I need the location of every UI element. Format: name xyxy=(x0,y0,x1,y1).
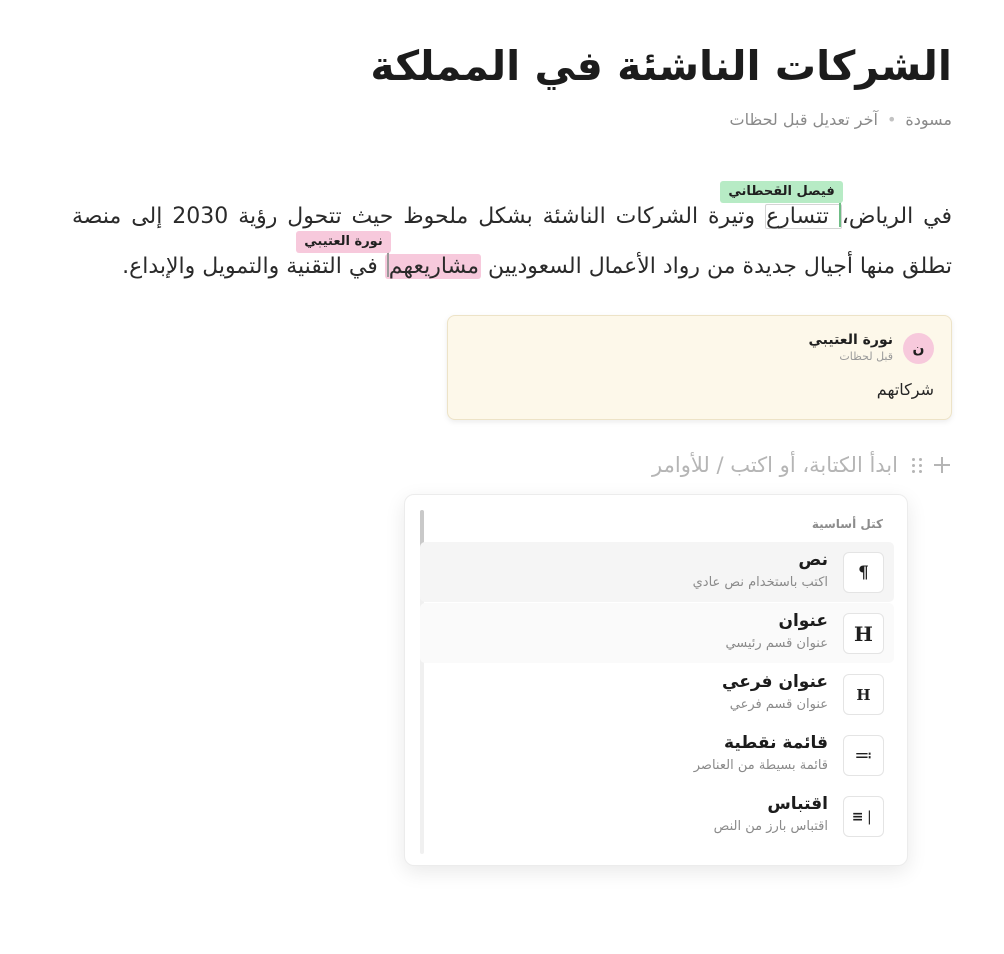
status-badge: مسودة xyxy=(905,110,952,129)
highlighted-text: مشاريعهم xyxy=(388,254,479,279)
paragraph-icon: ¶ xyxy=(843,552,884,593)
menu-item-bullet-list[interactable] xyxy=(420,725,894,785)
heading-icon: H xyxy=(843,613,884,654)
cursor-label-green: فيصل القحطاني xyxy=(720,181,842,203)
menu-item-description: اكتب باستخدام نص عادي xyxy=(692,575,828,590)
paragraph-text: تتسارع xyxy=(765,204,839,229)
block-placeholder[interactable]: ابدأ الكتابة، أو اكتب / للأوامر xyxy=(652,453,898,477)
paragraph-text: في الرياض، xyxy=(841,204,953,229)
comment-card[interactable] xyxy=(447,315,952,420)
remote-cursor-pink xyxy=(304,234,389,277)
menu-item-subheading[interactable] xyxy=(420,664,894,724)
remote-selection xyxy=(728,184,842,229)
comment-body: شركاتهم xyxy=(876,380,934,399)
paragraph-block[interactable] xyxy=(72,184,953,292)
cursor-label-pink: نورة العتيبي xyxy=(296,231,390,253)
subheading-icon: H xyxy=(843,674,884,715)
menu-item-description: اقتباس بارز من النص xyxy=(713,819,828,834)
paragraph-text: في التقنية والتمويل والإبداع. xyxy=(122,254,385,279)
page-title[interactable]: الشركات الناشئة في المملكة xyxy=(370,42,952,90)
menu-item-description: عنوان قسم فرعي xyxy=(729,697,828,712)
menu-item-description: قائمة بسيطة من العناصر xyxy=(693,758,828,773)
quote-icon: ❘≡ xyxy=(843,796,884,837)
comment-author: نورة العتيبي xyxy=(808,332,893,348)
bullet-list-icon: ≔ xyxy=(843,735,884,776)
menu-item-heading[interactable] xyxy=(420,603,894,663)
avatar: ن xyxy=(903,333,934,364)
plus-icon[interactable] xyxy=(934,457,950,473)
last-edited-text: آخر تعديل قبل لحظات xyxy=(729,110,878,129)
comment-time: قبل لحظات xyxy=(839,350,893,363)
comment-highlight[interactable] xyxy=(304,234,481,279)
doc-meta xyxy=(730,110,952,129)
menu-item-label: نص xyxy=(798,550,828,570)
menu-section-title: كتل أساسية xyxy=(811,517,883,531)
menu-item-text[interactable] xyxy=(420,542,894,602)
menu-item-label: عنوان فرعي xyxy=(722,672,828,692)
menu-item-label: عنوان xyxy=(778,611,828,631)
separator-dot: • xyxy=(886,110,897,129)
drag-handle-icon[interactable] xyxy=(912,458,922,472)
menu-item-label: اقتباس xyxy=(767,794,828,814)
menu-item-description: عنوان قسم رئيسي xyxy=(725,636,828,651)
paragraph-text: وتيرة الشركات الناشئة بشكل ملحوظ حيث تتحول رؤية 2030 إلى منصة تطلق منها أجيال جديدة من رواد الأعمال السعوديين xyxy=(72,204,952,279)
menu-item-label: قائمة نقطية xyxy=(724,733,828,753)
menu-item-quote[interactable] xyxy=(420,786,894,846)
empty-block[interactable] xyxy=(652,450,950,480)
slash-command-menu xyxy=(404,494,908,866)
